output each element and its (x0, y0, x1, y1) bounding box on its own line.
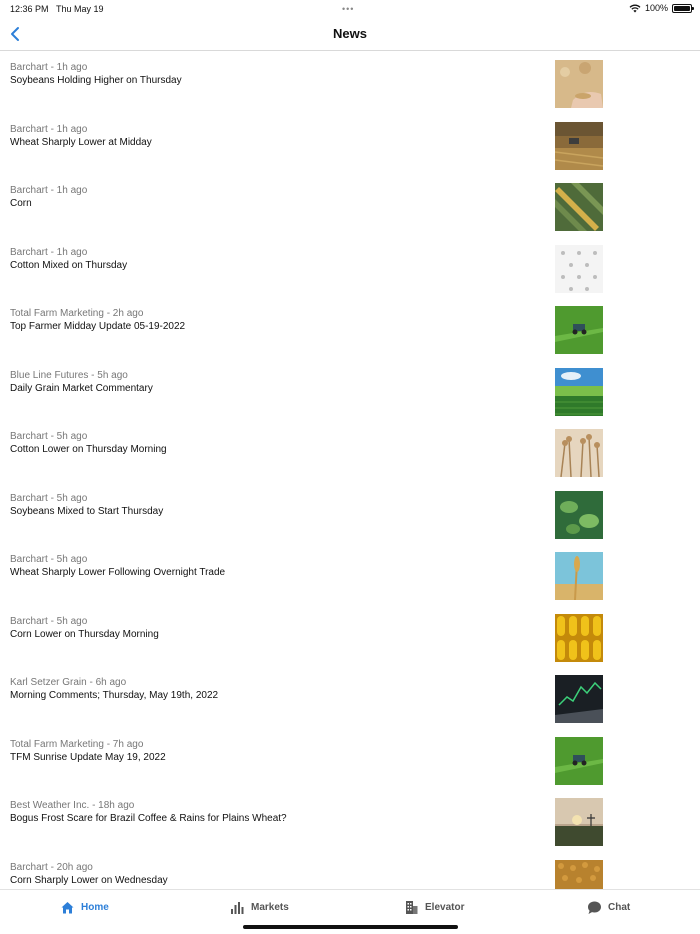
tab-label: Chat (608, 902, 631, 913)
status-time: 12:36 PM (10, 4, 49, 14)
corn-cob-thumbnail (555, 183, 603, 231)
cotton-pattern-thumbnail (555, 245, 603, 293)
news-item[interactable] (0, 667, 700, 729)
wheat-stalk-sky-thumbnail (555, 552, 603, 600)
news-source-time: Barchart - 5h ago (10, 554, 88, 565)
news-headline: Soybeans Holding Higher on Thursday (10, 75, 182, 86)
news-item[interactable] (0, 729, 700, 791)
news-item[interactable] (0, 175, 700, 237)
news-source-time: Barchart - 20h ago (10, 861, 93, 873)
news-item[interactable] (0, 298, 700, 360)
news-source-time: Total Farm Marketing - 2h ago (10, 308, 144, 319)
news-list[interactable] (0, 52, 700, 889)
dry-plants-thumbnail (555, 429, 603, 477)
soybeans-hand-thumbnail (555, 60, 603, 108)
news-item[interactable] (0, 52, 700, 114)
news-headline: Top Farmer Midday Update 05-19-2022 (10, 321, 186, 332)
laptop-chart-thumbnail (555, 675, 603, 723)
news-item[interactable] (0, 852, 700, 890)
tab-label: Elevator (425, 902, 465, 913)
news-headline: Corn (10, 198, 32, 209)
news-headline: Soybeans Mixed to Start Thursday (10, 505, 164, 517)
news-item[interactable] (0, 606, 700, 668)
news-source-time: Barchart - 5h ago (10, 615, 88, 627)
news-item[interactable] (0, 421, 700, 483)
home-indicator[interactable] (243, 925, 458, 929)
tractor-field-thumbnail (555, 306, 603, 354)
tab-label: Home (81, 902, 109, 913)
news-headline: Daily Grain Market Commentary (10, 382, 153, 394)
news-source-time: Best Weather Inc. - 18h ago (10, 800, 135, 811)
status-right (629, 3, 692, 13)
building-icon (404, 900, 419, 915)
news-source-time: Barchart - 5h ago (10, 431, 88, 442)
corn-kernels-thumbnail (555, 614, 603, 662)
news-source-time: Barchart - 1h ago (10, 246, 88, 258)
home-icon (60, 900, 75, 915)
news-headline: Corn Lower on Thursday Morning (10, 628, 159, 640)
status-date: Thu May 19 (56, 4, 104, 14)
status-bar (0, 0, 700, 18)
tab-label: Markets (251, 902, 289, 913)
news-source-time: Barchart - 1h ago (10, 123, 88, 135)
news-headline: Cotton Mixed on Thursday (10, 259, 128, 271)
news-item[interactable] (0, 237, 700, 299)
news-source-time: Blue Line Futures - 5h ago (10, 369, 128, 381)
tractor-field-thumbnail (555, 737, 603, 785)
tab-home[interactable] (60, 900, 109, 915)
news-headline: Cotton Lower on Thursday Morning (10, 444, 167, 455)
news-item[interactable] (0, 544, 700, 606)
page-title: News (333, 26, 367, 41)
wheat-harvest-thumbnail (555, 122, 603, 170)
news-source-time: Barchart - 5h ago (10, 492, 88, 504)
tab-elevator[interactable] (404, 900, 464, 915)
news-item[interactable] (0, 790, 700, 852)
grain-thumbnail (555, 860, 603, 890)
sunset-field-thumbnail (555, 798, 603, 846)
bar-chart-icon (230, 900, 245, 915)
navigation-bar (0, 18, 700, 51)
tab-bar (0, 889, 700, 934)
news-source-time: Barchart - 1h ago (10, 185, 88, 196)
news-headline: Bogus Frost Scare for Brazil Coffee & Rains for Plains Wheat? (10, 813, 287, 824)
wifi-icon (629, 4, 641, 13)
battery-percent: 100% (644, 3, 668, 13)
news-source-time: Total Farm Marketing - 7h ago (10, 738, 144, 750)
news-headline: Morning Comments; Thursday, May 19th, 2022 (10, 690, 219, 701)
tab-markets[interactable] (230, 900, 289, 915)
news-item[interactable] (0, 360, 700, 422)
battery-icon (672, 4, 692, 13)
multitasking-dots-icon[interactable]: ••• (342, 4, 355, 14)
crop-field-sky-thumbnail (555, 368, 603, 416)
news-headline: Wheat Sharply Lower Following Overnight Trade (10, 567, 226, 578)
news-item[interactable] (0, 114, 700, 176)
news-headline: TFM Sunrise Update May 19, 2022 (10, 751, 166, 763)
news-item[interactable] (0, 483, 700, 545)
news-source-time: Barchart - 1h ago (10, 62, 88, 73)
news-headline: Corn Sharply Lower on Wednesday (10, 874, 168, 886)
news-source-time: Karl Setzer Grain - 6h ago (10, 677, 127, 688)
news-headline: Wheat Sharply Lower at Midday (10, 136, 152, 148)
tab-chat[interactable] (587, 900, 630, 915)
soybean-leaves-thumbnail (555, 491, 603, 539)
chat-bubble-icon (587, 900, 602, 915)
